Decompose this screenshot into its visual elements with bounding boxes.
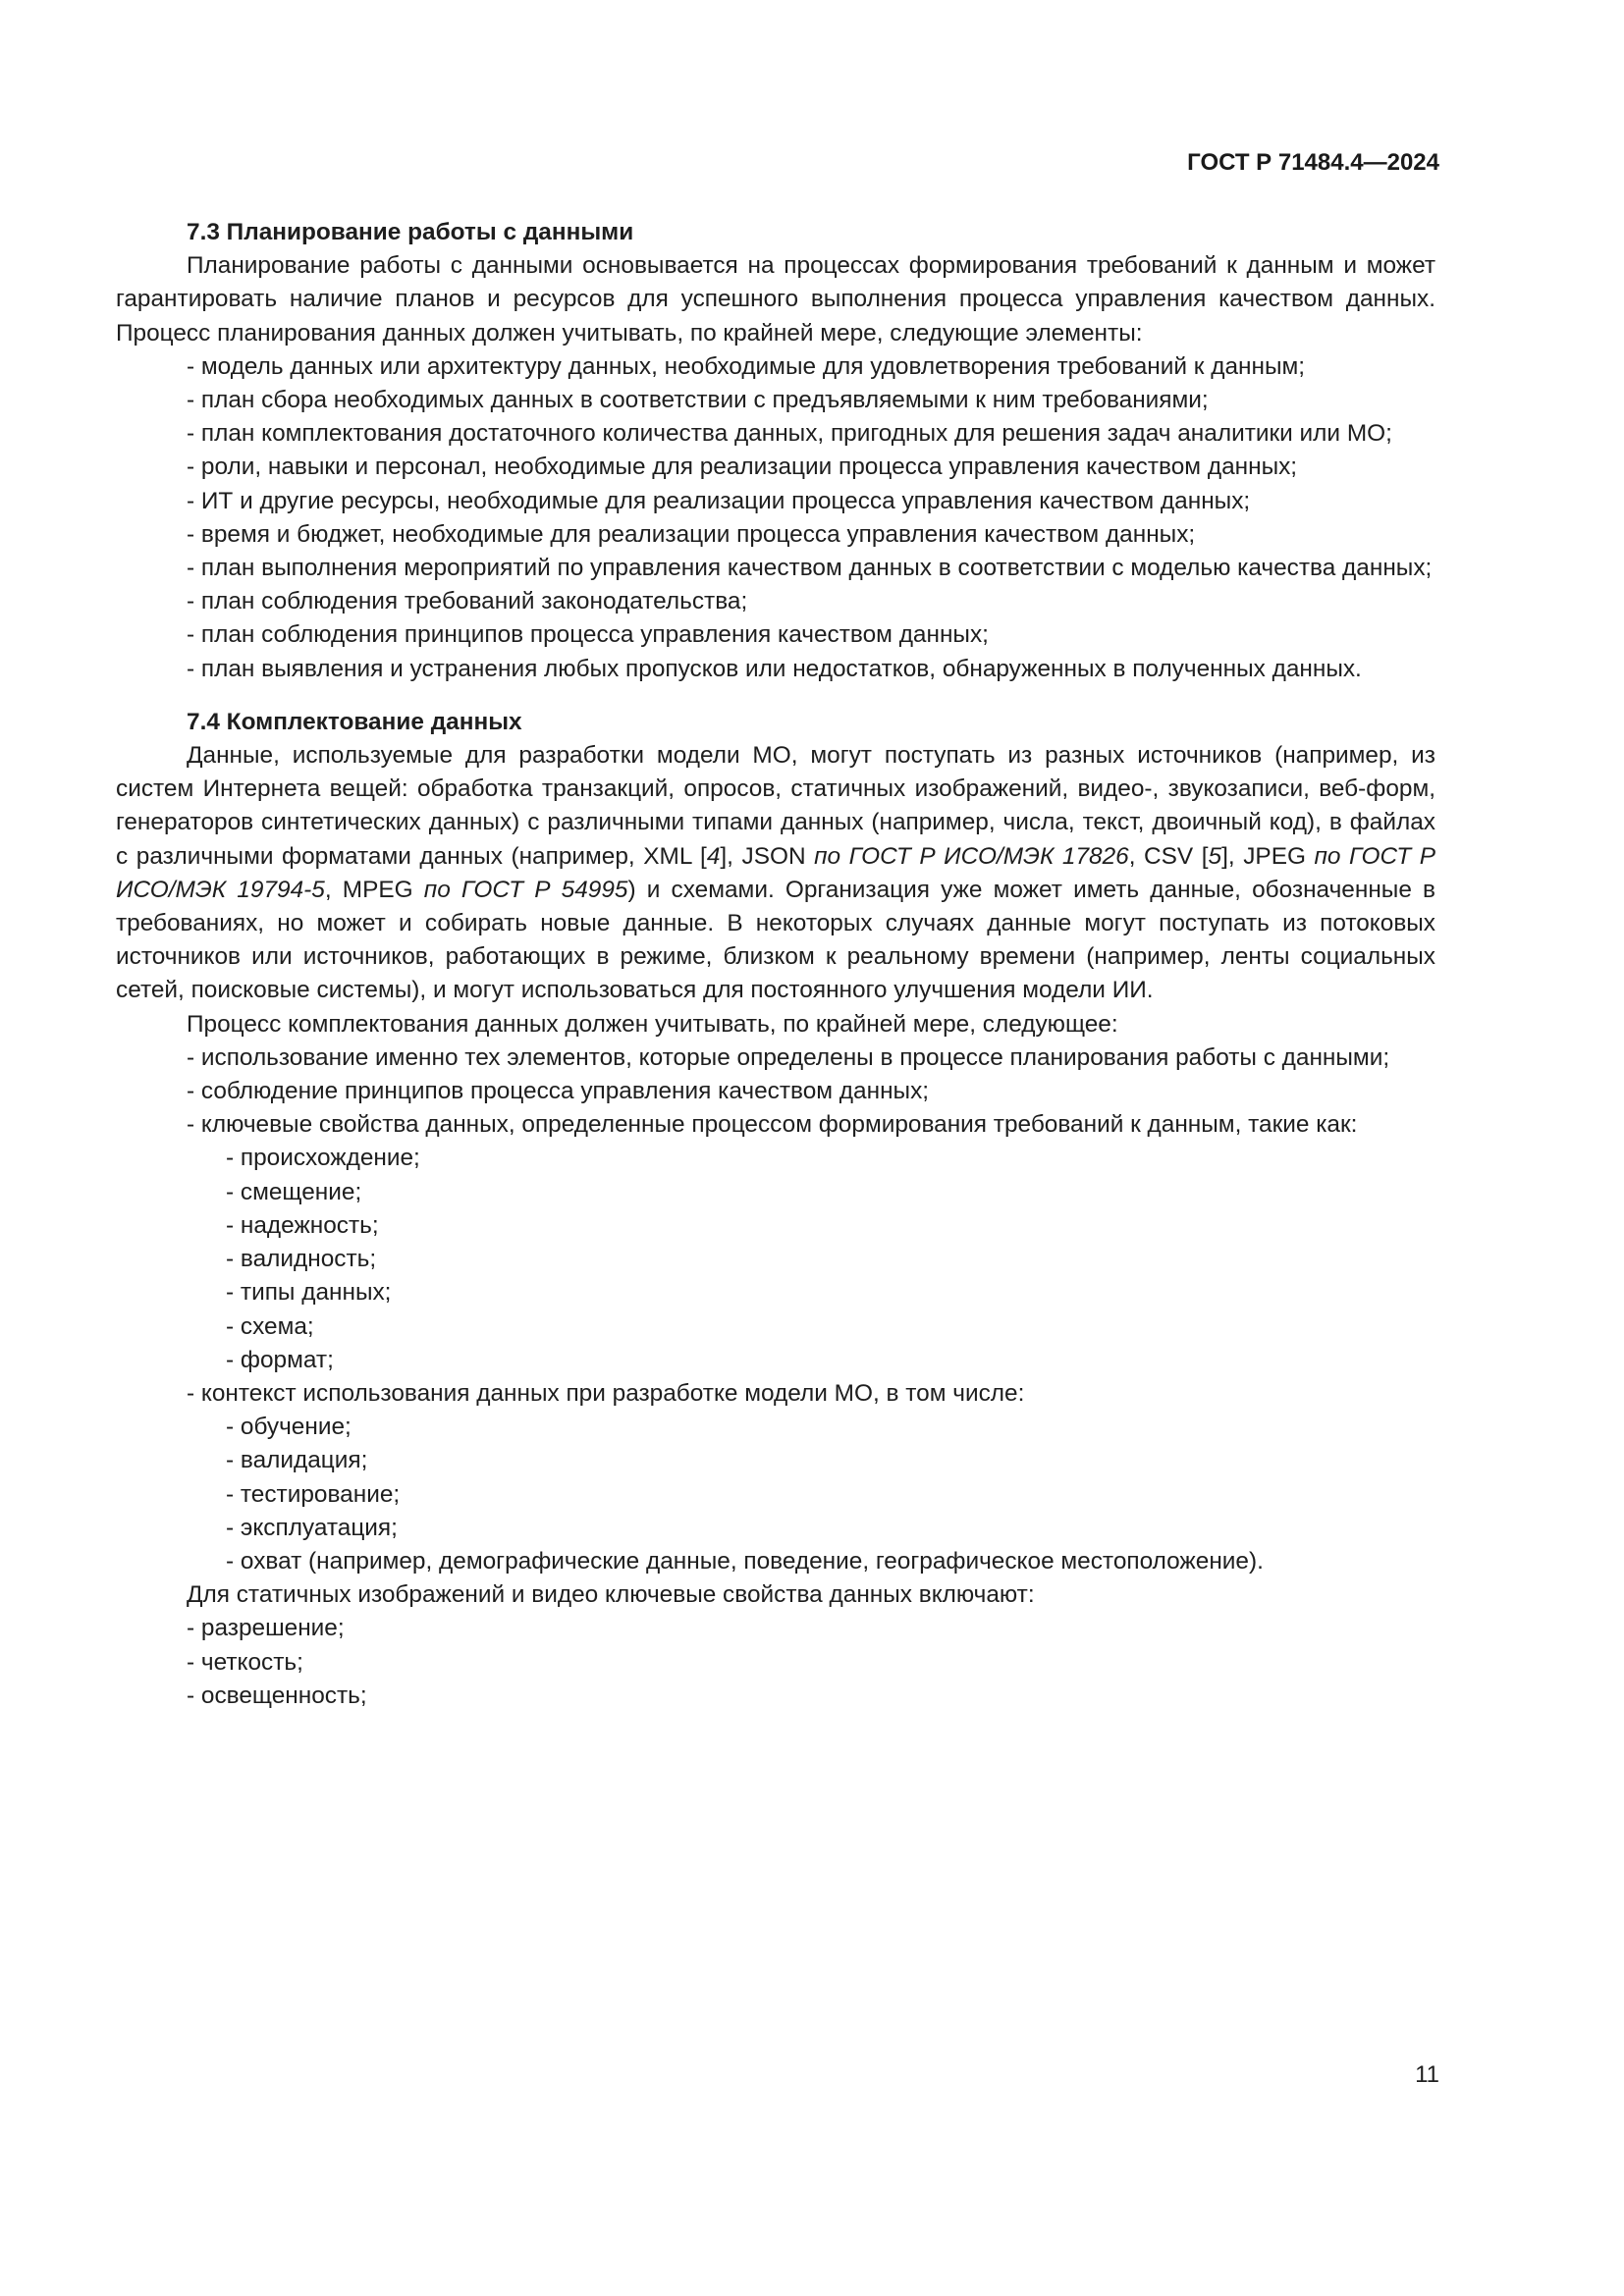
list-item: - четкость; — [187, 1648, 303, 1676]
paragraph-text: ], JPEG — [1221, 842, 1315, 870]
section-7-3-heading: 7.3 Планирование работы с данными — [187, 219, 634, 245]
list-item: - план соблюдения принципов процесса управления качеством данных; — [187, 621, 989, 649]
sublist-item: - смещение; — [226, 1178, 362, 1205]
sublist-item: - схема; — [226, 1312, 314, 1340]
sublist-item: - надежность; — [226, 1211, 379, 1239]
list-item: - роли, навыки и персонал, необходимые для реализации процесса управления качеством данных; — [187, 454, 1298, 481]
list-item: - план выявления и устранения любых пропусков или недостатков, обнаруженных в полученных данных. — [187, 655, 1362, 682]
reference-4: 4 — [706, 842, 721, 870]
section-7-4-list-continued — [116, 1377, 1435, 1411]
section-7-3-intro: Планирование работы с данными основывается на процессах формирования требований к данным и может гарантировать наличие планов и ресурсов для успешного выполнения процесса управления качеством данных. Процесс планирования данных должен учитывать, по крайней мере, следующие элементы: — [116, 252, 1435, 347]
sublist-item: - происхождение; — [226, 1145, 420, 1172]
standard-reference-mpeg: по ГОСТ Р 54995 — [423, 876, 628, 903]
data-properties-sublist — [116, 1142, 1435, 1376]
image-properties-list — [116, 1612, 1435, 1713]
list-item: - соблюдение принципов процесса управления качеством данных; — [187, 1078, 930, 1105]
list-item: - модель данных или архитектуру данных, необходимые для удовлетворения требований к данным; — [187, 352, 1306, 380]
standard-reference-json: по ГОСТ Р ИСО/МЭК 17826 — [814, 842, 1129, 870]
sublist-item: - эксплуатация; — [226, 1514, 398, 1541]
standard-reference-jpeg: по ГОСТ Р ИСО/МЭК 19794-5 — [116, 842, 1435, 903]
section-7-4-paragraph-2: Процесс комплектования данных должен учитывать, по крайней мере, следующее: — [187, 1010, 1118, 1038]
paragraph-text: ) и схемами. Организация уже может иметь данные, обозначенные в требованиях, но может и собирать новые данные. В некоторых случаях данные могут поступать из потоковых источников или источников, работающих в режиме, близком к реальному времени (например, ленты социальных сетей, поисковые системы), и могут использоваться для постоянного улучшения модели ИИ. — [116, 876, 1436, 1004]
list-item: - ИТ и другие ресурсы, необходимые для реализации процесса управления качеством данных; — [187, 487, 1251, 514]
section-7-4-paragraph-1 — [116, 739, 1435, 1008]
sublist-item: - валидация; — [226, 1447, 368, 1474]
list-item: - план сбора необходимых данных в соответствии с предъявляемыми к ним требованиями; — [187, 387, 1209, 414]
section-7-4-paragraph-3: Для статичных изображений и видео ключевые свойства данных включают: — [187, 1581, 1035, 1609]
sublist-item: - тестирование; — [226, 1480, 401, 1508]
list-item: - использование именно тех элементов, которые определены в процессе планирования работы с данными; — [187, 1043, 1390, 1071]
section-7-4-heading: 7.4 Комплектование данных — [187, 708, 522, 735]
list-item: - время и бюджет, необходимые для реализации процесса управления качеством данных; — [187, 520, 1196, 548]
list-item: - разрешение; — [187, 1615, 345, 1642]
page-number: 11 — [1415, 2061, 1439, 2088]
list-item: - план выполнения мероприятий по управления качеством данных в соответствии с моделью качества данных; — [187, 555, 1433, 582]
sublist-item: - типы данных; — [226, 1279, 392, 1307]
usage-context-sublist — [116, 1411, 1435, 1578]
sublist-item: - охват (например, демографические данные, поведение, географическое местоположение). — [226, 1547, 1264, 1575]
paragraph-text: , CSV [ — [1128, 842, 1209, 870]
sublist-item: - формат; — [226, 1346, 334, 1373]
paragraph-text: ], JSON — [720, 842, 815, 870]
section-7-4-list — [116, 1041, 1435, 1143]
reference-5: 5 — [1208, 842, 1222, 870]
list-item: - план соблюдения требований законодательства; — [187, 588, 748, 615]
paragraph-text: , MPEG — [324, 876, 424, 903]
document-body — [116, 216, 1435, 1713]
paragraph-text: Данные, используемые для разработки модели МО, могут поступать из разных источников (например, из систем Интернета вещей: обработка транзакций, опросов, статичных изображений, видео-, звукозаписи, веб-форм, генераторов синтетических данных) с различными типами данных (например, числа, текст, двоичный код), в файлах с различными форматами данных (например, XML [ — [116, 742, 1435, 870]
list-item: - план комплектования достаточного количества данных, пригодных для решения задач аналитики или МО; — [187, 420, 1392, 448]
section-7-3-list — [116, 350, 1435, 686]
document-code: ГОСТ Р 71484.4—2024 — [1187, 149, 1439, 176]
sublist-item: - валидность; — [226, 1246, 377, 1273]
sublist-item: - обучение; — [226, 1414, 352, 1441]
list-item: - ключевые свойства данных, определенные процессом формирования требований к данным, такие как: — [187, 1111, 1358, 1139]
list-item: - освещенность; — [187, 1682, 367, 1709]
list-item: - контекст использования данных при разработке модели МО, в том числе: — [187, 1379, 1025, 1407]
